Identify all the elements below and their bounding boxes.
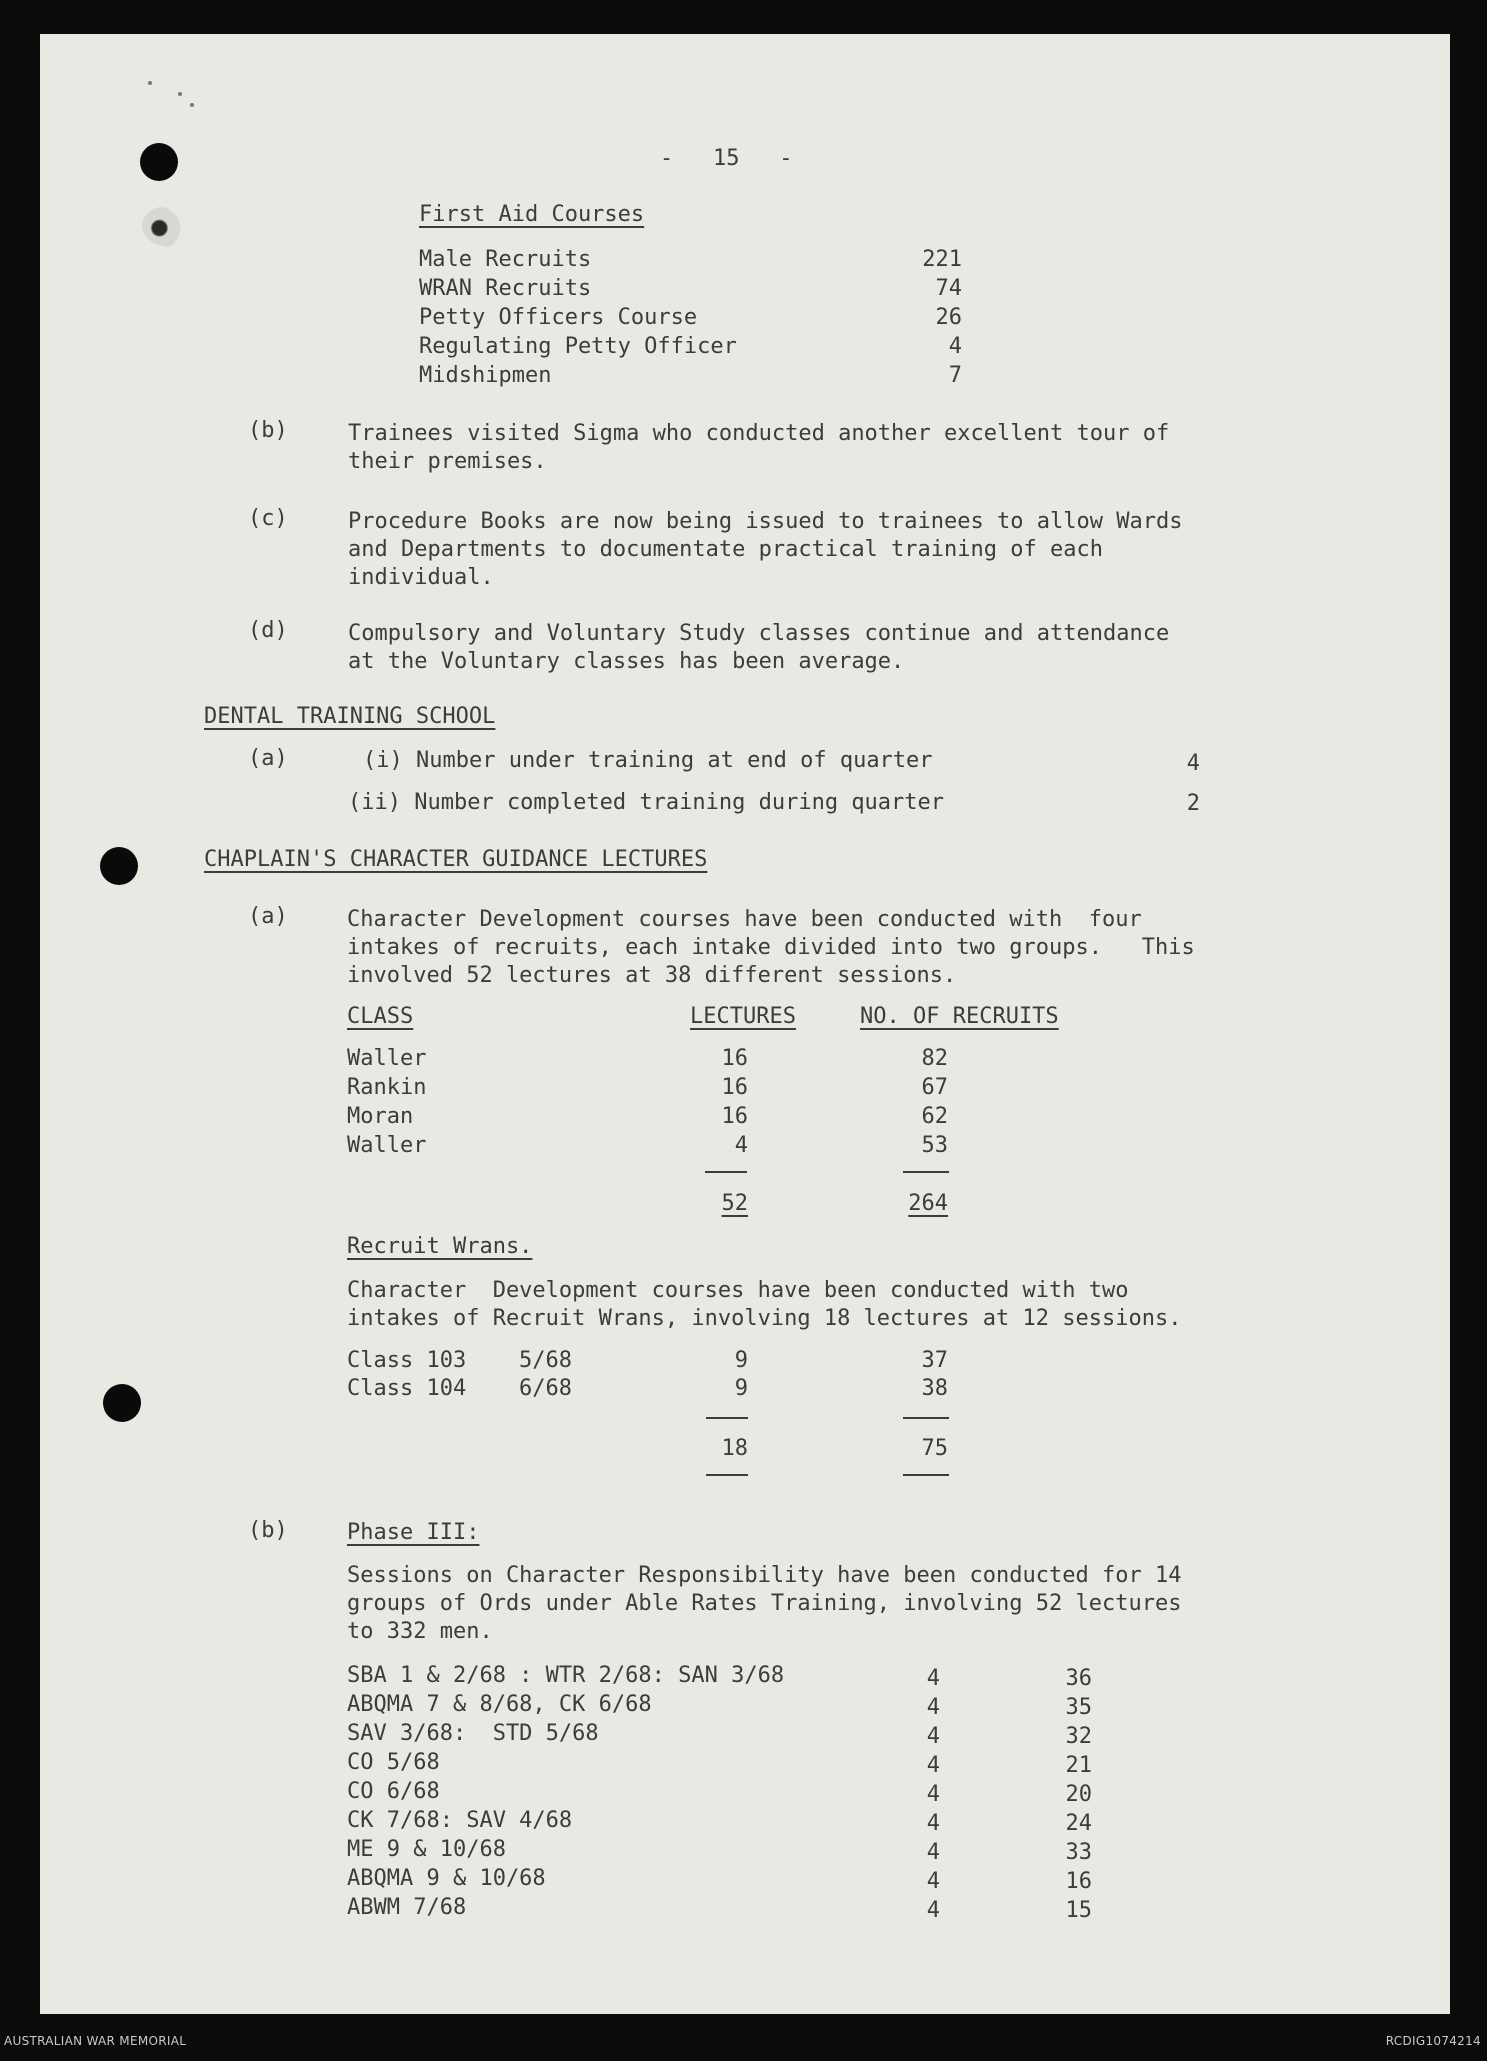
footer-right: RCDIG1074214 [1385,2034,1481,2048]
wrans-line-2: intakes of Recruit Wrans, involving 18 lectures at 12 sessions. [347,1306,1182,1331]
phase-row-label: CO 6/68 [347,1779,440,1804]
phase-row-label: ABQMA 7 & 8/68, CK 6/68 [347,1692,652,1717]
table-header-class: CLASS [347,1004,414,1029]
recruits-total: 264 [908,1191,948,1216]
first-aid-item-label: Regulating Petty Officer [419,334,737,359]
first-aid-item-label: Petty Officers Course [419,305,698,330]
paragraph-marker: (b) [248,418,288,443]
table-row-recruits: 62 [921,1104,948,1129]
wrans-recruits-total: 75 [921,1436,948,1461]
first-aid-item-label: WRAN Recruits [419,276,592,301]
table-header-recruits: NO. OF RECRUITS [860,1004,1059,1029]
speck [190,103,194,107]
phase-row-men: 21 [1065,1753,1092,1778]
phase-row-lectures: 4 [926,1782,940,1807]
punch-hole-bottom [103,1384,141,1422]
phase-row-men: 24 [1065,1811,1092,1836]
first-aid-item-label: Male Recruits [419,247,592,272]
wrans-lectures-bottom-rule [706,1474,748,1476]
paragraph-marker: (c) [248,506,288,531]
dental-row-1-label: (i) Number under training at end of quarter [363,748,933,773]
table-row-recruits: 53 [921,1133,948,1158]
table-row-recruits: 67 [921,1075,948,1100]
table-row-class: Moran [347,1104,414,1129]
paragraph-line: at the Voluntary classes has been average. [348,649,905,674]
phase-line-2: groups of Ords under Able Rates Training, involving 52 lectures [347,1591,1182,1616]
wrans-recruits-rule [903,1417,949,1419]
phase-row-men: 36 [1065,1666,1092,1691]
phase-row-label: SAV 3/68: STD 5/68 [347,1721,599,1746]
dental-row-2-label: (ii) Number completed training during quarter [348,790,945,815]
paragraph-line: and Departments to documentate practical training of each [348,537,1103,562]
chaplain-a-line-3: involved 52 lectures at 38 different sessions. [347,963,957,988]
table-header-lectures: LECTURES [690,1004,796,1029]
phase-row-men: 33 [1065,1840,1092,1865]
wrans-row-class: Class 103 [347,1348,467,1373]
table-row-lectures: 16 [721,1104,748,1129]
phase-row-lectures: 4 [926,1811,940,1836]
dental-row-2-value: 2 [1186,791,1200,816]
phase-row-men: 16 [1065,1869,1092,1894]
recruits-total-rule [903,1171,949,1173]
table-row-class: Waller [347,1133,427,1158]
paragraph-line: Trainees visited Sigma who conducted another excellent tour of [348,421,1170,446]
phase-row-men: 20 [1065,1782,1092,1807]
chaplain-a-line-1: Character Development courses have been conducted with four [347,907,1142,932]
phase-row-label: CO 5/68 [347,1750,440,1775]
phase-row-label: CK 7/68: SAV 4/68 [347,1808,573,1833]
dental-marker: (a) [248,746,288,771]
paragraph-marker: (d) [248,618,288,643]
first-aid-heading: First Aid Courses [419,202,645,227]
wrans-row-date: 6/68 [519,1376,572,1401]
table-row-lectures: 16 [721,1075,748,1100]
first-aid-item-label: Midshipmen [419,363,552,388]
chaplain-a-line-2: intakes of recruits, each intake divided into two groups. This [347,935,1195,960]
wrans-row-recruits: 37 [921,1348,948,1373]
chaplain-a-marker: (a) [248,904,288,929]
wrans-lectures-rule [706,1417,748,1419]
first-aid-item-value: 26 [935,305,962,330]
chaplain-b-marker: (b) [248,1518,288,1543]
phase-row-lectures: 4 [926,1724,940,1749]
phase-row-men: 15 [1065,1898,1092,1923]
phase-row-men: 32 [1065,1724,1092,1749]
wrans-row-lectures: 9 [734,1348,748,1373]
paper-tear-mark [142,205,200,247]
phase-row-label: SBA 1 & 2/68 : WTR 2/68: SAN 3/68 [347,1663,785,1688]
chaplain-heading: CHAPLAIN'S CHARACTER GUIDANCE LECTURES [204,847,708,872]
phase-heading: Phase III: [347,1520,480,1545]
footer-left: AUSTRALIAN WAR MEMORIAL [4,2034,187,2048]
phase-row-label: ABWM 7/68 [347,1895,467,1920]
phase-line-3: to 332 men. [347,1619,493,1644]
phase-row-lectures: 4 [926,1753,940,1778]
punch-hole-middle [100,847,138,885]
speck [178,92,182,96]
lectures-total: 52 [721,1191,748,1216]
table-row-recruits: 82 [921,1046,948,1071]
table-row-class: Waller [347,1046,427,1071]
paragraph-line: individual. [348,565,494,590]
table-row-lectures: 4 [734,1133,748,1158]
phase-row-lectures: 4 [926,1898,940,1923]
first-aid-item-value: 74 [935,276,962,301]
wrans-row-class: Class 104 [347,1376,467,1401]
phase-line-1: Sessions on Character Responsibility have been conducted for 14 [347,1563,1182,1588]
table-row-class: Rankin [347,1075,427,1100]
wrans-row-date: 5/68 [519,1348,572,1373]
wrans-row-lectures: 9 [734,1376,748,1401]
phase-row-lectures: 4 [926,1666,940,1691]
phase-row-men: 35 [1065,1695,1092,1720]
wrans-lectures-total: 18 [721,1436,748,1461]
first-aid-item-value: 4 [948,334,962,359]
paragraph-line: their premises. [348,449,547,474]
wrans-row-recruits: 38 [921,1376,948,1401]
lectures-total-rule [705,1171,747,1173]
wrans-heading: Recruit Wrans. [347,1234,533,1259]
dental-heading: DENTAL TRAINING SCHOOL [204,704,496,729]
punch-hole-top [140,143,178,181]
phase-row-label: ABQMA 9 & 10/68 [347,1866,546,1891]
phase-row-label: ME 9 & 10/68 [347,1837,506,1862]
paragraph-line: Compulsory and Voluntary Study classes continue and attendance [348,621,1170,646]
first-aid-item-value: 7 [948,363,962,388]
phase-row-lectures: 4 [926,1695,940,1720]
wrans-line-1: Character Development courses have been conducted with two [347,1278,1129,1303]
phase-row-lectures: 4 [926,1869,940,1894]
dental-row-1-value: 4 [1186,751,1200,776]
page-number: - 15 - [660,146,793,171]
wrans-recruits-bottom-rule [903,1474,949,1476]
table-row-lectures: 16 [721,1046,748,1071]
first-aid-item-value: 221 [922,247,962,272]
phase-row-lectures: 4 [926,1840,940,1865]
speck [148,81,152,85]
paragraph-line: Procedure Books are now being issued to trainees to allow Wards [348,509,1183,534]
